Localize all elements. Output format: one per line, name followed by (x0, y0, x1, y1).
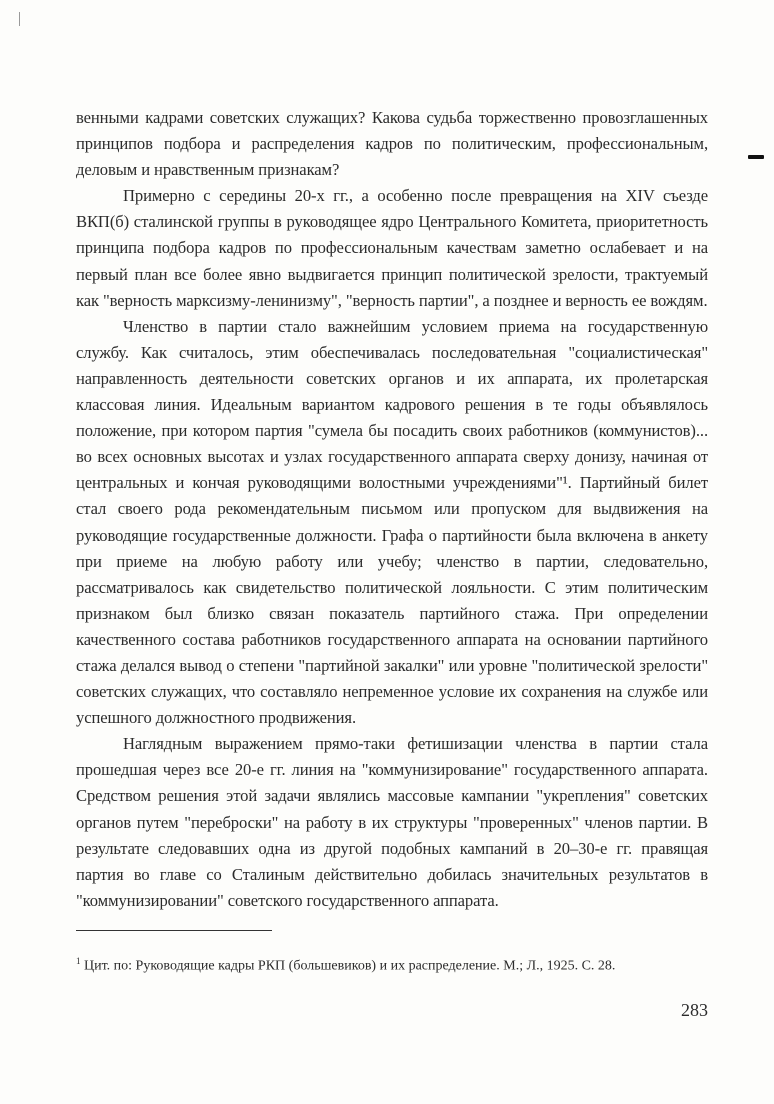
page-number: 283 (681, 1000, 708, 1020)
paragraph-1: венными кадрами советских служащих? Какова судьба торжественно провозглашенных принципов подбора и распределения кадров по политическим, профессиональным, деловым и нравственным признакам? (76, 108, 708, 180)
paragraph-2: Примерно с середины 20-х гг., а особенно после превращения на XIV съезде ВКП(б) сталинской группы в руководящее ядро Центрального Комитета, приоритетность принципа подбора кадров по профессиональным качествам заметно ослабевает и на первый план все более явно выдвигается принцип политической зрелости, трактуемый как "верность марксизму-ленинизму", "верность партии", а позднее и верность ее вождям. (76, 186, 708, 310)
scan-edge-mark (19, 12, 20, 26)
margin-mark (748, 155, 764, 159)
paragraph-4: Наглядным выражением прямо-таки фетишизации членства в партии стала прошедшая через все 20-е гг. линия на "коммунизирование" государственного аппарата. Средством решения этой задачи являлись массовые кампании "укрепления" советских органов путем "переброски" на работу в их структуры "проверенных" членов партии. В результате следовавших одна из другой подобных кампаний в 20–30-е гг. правящая партия во главе со Сталиным действительно добилась значительных результатов в "коммунизировании" советского государственного аппарата. (76, 734, 708, 910)
footnote-text: Цит. по: Руководящие кадры РКП (большевиков) и их распределение. М.; Л., 1925. С. 28. (80, 958, 616, 974)
footnote (76, 950, 708, 978)
footnote-divider (76, 930, 272, 931)
footnote-marker: 1 (76, 956, 81, 966)
body-text (76, 105, 708, 914)
paragraph-3: Членство в партии стало важнейшим условием приема на государственную службу. Как считалось, этим обеспечивалась последовательная "социалистическая" направленность деятельности советских органов и их аппарата, их пролетарская классовая линия. Идеальным вариантом кадрового решения в те годы объявлялось положение, при котором партия "сумела бы посадить своих работников (коммунистов)... во всех основных высотах и узлах государственного аппарата сверху донизу, начиная от центральных и кончая руководящими волостными учреждениями"¹. Партийный билет стал своего рода рекомендательным письмом или пропуском для выдвижения на руководящие государственные должности. Графа о партийности была включена в анкету при приеме на любую работу или учебу; членство в партии, следовательно, рассматривалось как свидетельство политической лояльности. С этим политическим признаком был близко связан показатель партийного стажа. При определении качественного состава работников государственного аппарата на основании партийного стажа делался вывод о степени "партийной закалки" или уровне "политической зрелости" советских служащих, что составляло непременное условие их сохранения на службе или успешного должностного продвижения. (76, 316, 708, 728)
